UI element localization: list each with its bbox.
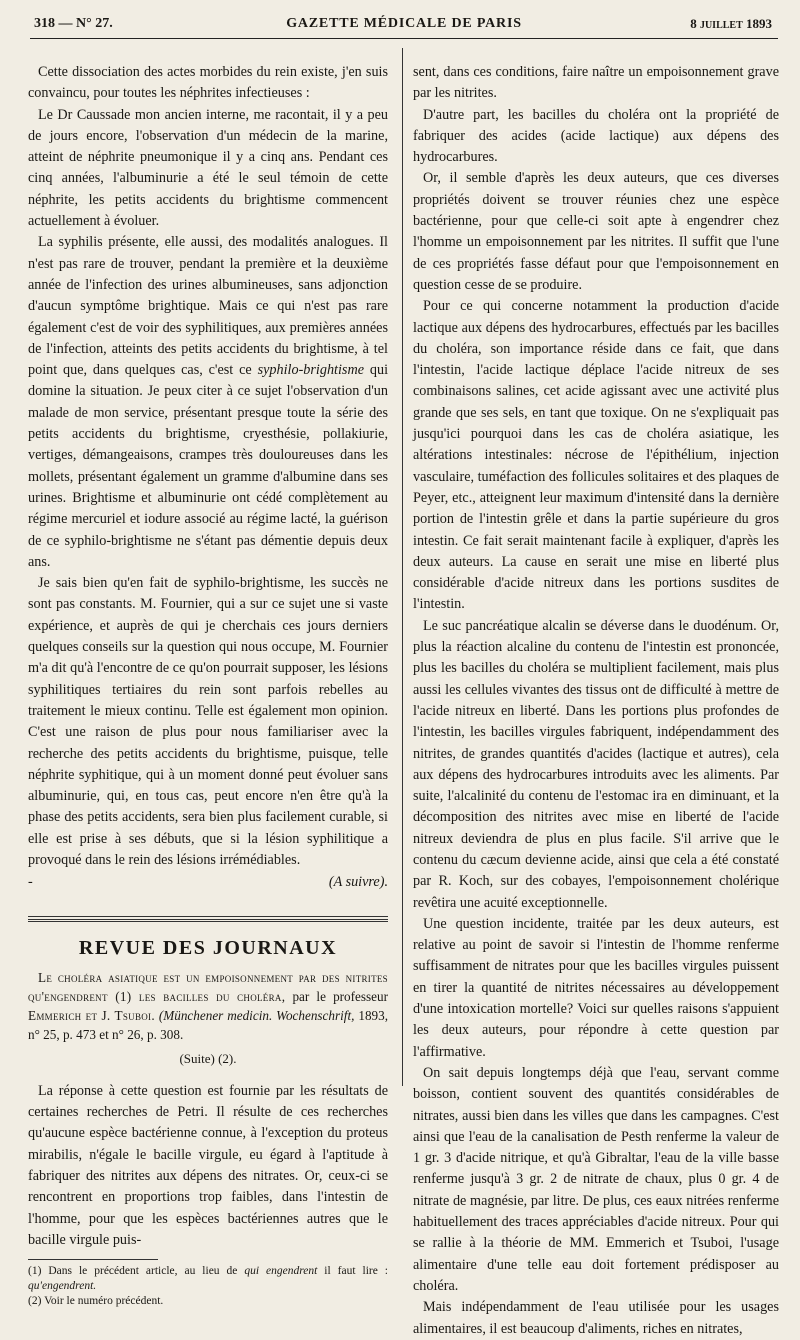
- right-column: [413, 62, 779, 1340]
- page-header: [30, 12, 778, 38]
- text-run: (1) Dans le précédent article, au lieu de: [28, 1265, 238, 1278]
- column-divider: [402, 48, 403, 1086]
- paragraph: Le suc pancréatique alcalin se déverse dans le duodénum. Or, plus la réaction alcaline du contenu de l'intestin est prononcée, plus les bacilles du choléra se multiplient facilement, mais plus aussi les cellules vivantes des tissus ont de difficulté à mettre de l'acide nitreux en liberté. Dans les portions plus profondes de l'intestin, les bacilles virgules fabriquent, indépendamment des nitrites, de grandes quantités d'acides (lactique et autres), cela aux dépens des hydrocarbures introduits avec les aliments. Par suite, l'alcalinité du contenu de l'estomac ira en diminuant, et la décomposition des nitrites avec mise en liberté de l'acide nitreux deviendra de plus en plus facile. S'il arrive que le contenu du cæcum devienne acide, ainsi que cela a été constaté par R. Koch, sur des cobayes, l'empoisonnement cholérique revêtira une acuité exceptionnelle.: [413, 617, 779, 911]
- paragraph: Le Dr Caussade mon ancien interne, me racontait, il y a peu de jours encore, l'observation d'un médecin de la marine, atteint de néphrite pneumonique il y a cinq ans. Pendant ces cinq années, l'albuminurie a été le seul témoin de cette néphrite, les petits accidents du brightisme commencent actuellement à évoluer.: [28, 106, 388, 230]
- paragraph: D'autre part, les bacilles du choléra ont la propriété de fabriquer des acides (acide lactique) aux dépens des hydrocarbures.: [413, 106, 779, 166]
- article-heading: [28, 968, 388, 1044]
- italic-term: syphilo-brightisme: [257, 362, 364, 379]
- text-run: il faut lire :: [324, 1265, 388, 1278]
- page-number: 318 — N° 27.: [34, 16, 113, 31]
- section-rule: [28, 916, 388, 917]
- paragraph: Pour ce qui concerne notamment la production d'acide lactique aux dépens des hydrocarbures, effectués par les bacilles du choléra, son importance réside dans ce fait, que dans l'intestin, l'acide lactique déplace l'acide nitreux de ses combinaisons salines, cet acide agissant avec une activité plus grande que ses sels, en tant que toxique. On ne s'expliquait pas jusqu'ici pourquoi dans les cas de choléra asiatique, les altérations intestinales: nécrose de l'épithélium, injection vasculaire, tuméfaction des follicules solitaires et des plaques de Peyer, etc., atteignent leur maximum d'intensité dans la dernière portion de l'intestin grêle et dans la partie supérieure du gros intestin. Ce fait serait maintenant facile à expliquer, d'après les deux auteurs. La cause en serait une mise en liberté plus considérable d'acide nitreux dans les portions susdites de l'intestin.: [413, 298, 779, 613]
- date-year: 1893: [746, 16, 772, 31]
- date-month: JUILLET: [699, 20, 743, 31]
- header-rule: [30, 38, 778, 39]
- article-title: Le choléra asiatique est un empoisonnement par des nitrites qu'engendrent (1) les bacilles du choléra,: [28, 969, 388, 1004]
- paragraph: sent, dans ces conditions, faire naître un empoisonnement grave par les nitrites.: [413, 64, 779, 102]
- paragraph: La réponse à cette question est fournie par les résultats de certaines recherches de Petri. Il résulte de ces recherches qu'aucune espèce bactérienne connue, à l'exception du proteus mirabilis, n'égale le bacille virgule, eu égard à l'aptitude à fabriquer des nitrites aux dépens des nitrates. Or, ceux-ci se rencontrent en proportions trop faibles, dans l'intestin de l'homme, pour que les espèces bactériennes autres que le bacille virgule puis-: [28, 1082, 388, 1248]
- italic-term: qui engendrent: [244, 1265, 318, 1278]
- italic-term: qu'engendrent.: [28, 1280, 97, 1293]
- paragraph: Une question incidente, traitée par les deux auteurs, est relative au point de savoir si l'intestin de l'homme renferme suffisamment de nitrates pour que les bacilles virgules puissent en tirer la quantité de nitrites nécessaires au développement d'une intoxication mortelle? Voici sur quelles raisons s'appuient les deux auteurs, pour répondre à cette question par l'affirmative.: [413, 915, 779, 1060]
- footnote-2: (2) Voir le numéro précédent.: [28, 1295, 164, 1308]
- article-by: par le professeur: [292, 988, 389, 1004]
- section-rule-double: [28, 919, 388, 922]
- continued-label: (Suite) (2).: [179, 1050, 237, 1066]
- paragraph: On sait depuis longtemps déjà que l'eau, servant comme boisson, contient souvent des quantités considérables de nitrates, aussi bien dans les villes que dans les campagnes. C'est ainsi que l'eau de la canalisation de Pesth renferme la valeur de 1 gr. 3 d'acide nitrique, et qu'à Gibraltar, l'eau de la ville basse renferme jusqu'à 3 gr. 2 de nitrate de chaux, plus 0 gr. 4 de nitrate de magnésie, par litre. De plus, ces eaux nitrées renferme habituellement des traces appréciables d'acide nitreux. Pour qui se rallie à la théorie de MM. Emmerich et Tsuboi, l'usage alimentaire d'une telle eau doit fortement prédisposer au choléra.: [413, 1064, 779, 1294]
- footnote-rule: [28, 1259, 158, 1260]
- date-day: 8: [690, 16, 697, 31]
- article-journal: (Münchener medicin. Wochenschrift,: [158, 1007, 355, 1023]
- text-run: qui domine la situation. Je peux citer à ce sujet l'observation d'un malade de mon service, présentant presque toute la série des petits accidents du brightisme, cryesthésie, pollakiurie, vertiges, démangeaisons, crampes très douloureuses dans les mollets, présentant également un gramme d'albumine dans ses urines. Brightisme et albuminurie ont cédé complètement au régime mercuriel et iodure associé au régime lacté, la guérison de ce syphilo-brightisme ne s'étant pas démentie depuis deux ans.: [28, 362, 389, 570]
- issue-date: [690, 16, 772, 32]
- paragraph: [28, 232, 388, 573]
- text-run: La syphilis présente, elle aussi, des modalités analogues. Il n'est pas rare de trouver, pendant la première et la deuxième année de l'infection des urines albumineuses, sans adjonction d'aucun symptôme brightique. Mais ce qui n'est pas rare également c'est de voir des syphilitiques, aux premières années de l'infection, atteints des petits accidents du brightisme, à tel point que, dans quelques cas, c'est ce: [28, 234, 388, 379]
- footnote-1: [28, 1264, 388, 1294]
- left-column: [28, 62, 388, 1309]
- to-be-continued: - (A suivre).: [28, 872, 388, 893]
- paragraph: Je sais bien qu'en fait de syphilo-brightisme, les succès ne sont pas constants. M. Fournier, qui a sur ce sujet une si vaste expérience, et auprès de qui je cherchais ces jours derniers quelques conseils sur la question qui nous occupe, M. Fournier m'a dit qu'à l'encontre de ce qu'on pourrait supposer, les lésions syphilitiques tertiaires du rein sont parfois rebelles au traitement le mieux continu. Telle est également mon opinion. C'est une raison de plus pour nous familiariser avec la recherche des petits accidents du brightisme, puisque, telle néphrite syphitique, qui à un moment donné peut évoluer sans albuminurie, qui, en tous cas, peut encore n'en être qu'à la phase des petits accidents, sera bien plus facilement curable, si elle est prise à ses débuts, que si la lésion syphilitique a provoqué dans le rein des lésions irrémédiables.: [28, 575, 388, 868]
- journal-title: GAZETTE MÉDICALE DE PARIS: [286, 16, 522, 31]
- section-title: REVUE DES JOURNAUX: [78, 936, 338, 959]
- paragraph: Or, il semble d'après les deux auteurs, que ces diverses propriétés doivent se trouver réunies chez une espèce bactérienne, pour que celle-ci soit apte à engendrer chez l'homme un empoisonnement par les nitrites. Il suffit que l'une de ces propriétés fasse défaut pour que l'empoisonnement en question cesse de se produire.: [413, 170, 779, 293]
- article-reference: 1893, n° 25, p. 473 et n° 26, p. 308.: [28, 1007, 389, 1042]
- paragraph: Cette dissociation des actes morbides du rein existe, j'en suis convaincu, pour toutes les néphrites infectieuses :: [28, 64, 388, 102]
- article-authors: Emmerich et J. Tsuboi.: [28, 1007, 155, 1023]
- paragraph: Mais indépendamment de l'eau utilisée pour les usages alimentaires, il est beaucoup d'aliments, riches en nitrates,: [413, 1299, 779, 1337]
